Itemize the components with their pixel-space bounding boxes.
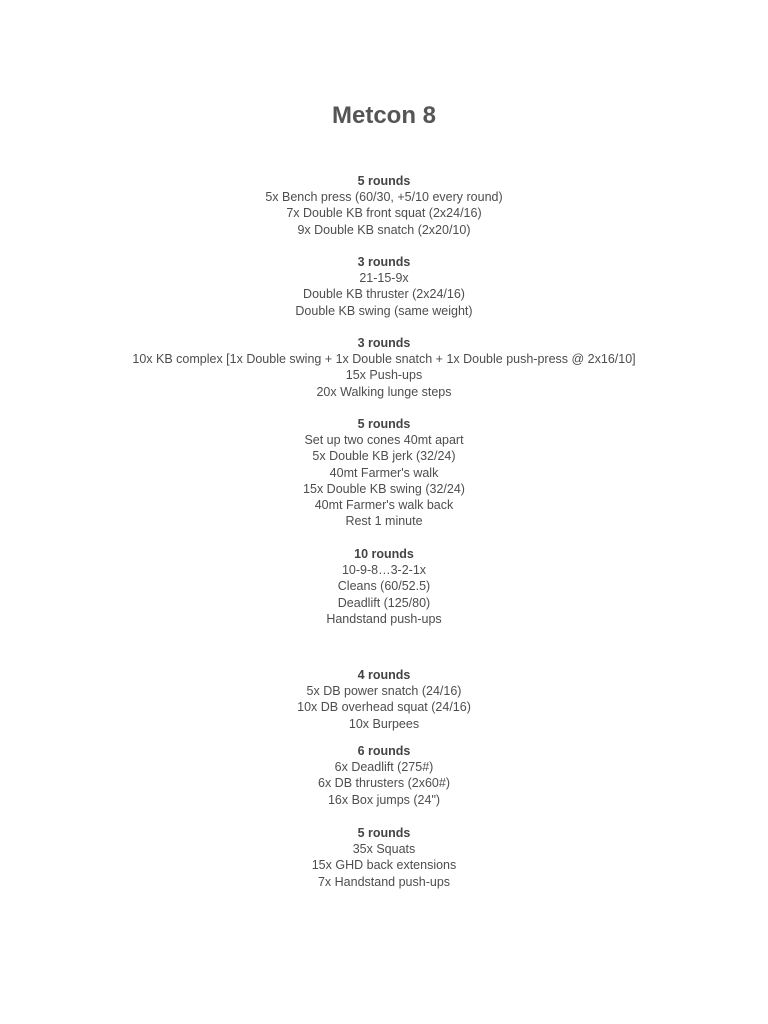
workout-line: 10-9-8…3-2-1x	[341, 563, 427, 578]
workout-line: 21-15-9x	[359, 271, 409, 286]
workout-line: 40mt Farmer's walk	[329, 465, 439, 480]
workout-line: 10x KB complex [1x Double swing + 1x Double snatch + 1x Double push-press @ 2x16/10]	[132, 352, 636, 367]
workout-heading: 4 rounds	[357, 668, 411, 682]
workout-line: 35x Squats	[352, 842, 416, 857]
workout-block	[0, 254, 768, 319]
workout-line: Cleans (60/52.5)	[337, 579, 431, 594]
workout-line: 9x Double KB snatch (2x20/10)	[297, 222, 471, 237]
workout-heading: 5 rounds	[357, 417, 411, 431]
workout-heading: 5 rounds	[357, 826, 411, 840]
workout-block	[0, 173, 768, 238]
workout-line: 6x DB thrusters (2x60#)	[318, 776, 450, 791]
workout-line: Deadlift (125/80)	[337, 595, 431, 610]
workout-line: 7x Handstand push-ups	[317, 874, 451, 889]
workout-line: 10x Burpees	[348, 716, 420, 731]
workout-heading: 6 rounds	[357, 744, 411, 758]
workout-line: 15x Double KB swing (32/24)	[303, 481, 465, 496]
workout-block	[0, 667, 768, 732]
workout-line: 15x Push-ups	[345, 368, 423, 383]
workout-line: 5x DB power snatch (24/16)	[306, 684, 462, 699]
workout-heading: 5 rounds	[357, 174, 411, 188]
workout-line: 6x Deadlift (275#)	[334, 760, 434, 775]
workout-line: Double KB swing (same weight)	[295, 303, 473, 318]
workout-line: Rest 1 minute	[345, 514, 423, 529]
workout-heading: 10 rounds	[354, 547, 414, 561]
workout-line: Double KB thruster (2x24/16)	[303, 287, 465, 302]
workout-line: Set up two cones 40mt apart	[304, 433, 464, 448]
workout-line: Handstand push-ups	[326, 611, 442, 626]
workout-block	[0, 335, 768, 400]
workout-line: 5x Double KB jerk (32/24)	[312, 449, 456, 464]
workout-line: 40mt Farmer's walk back	[314, 498, 454, 513]
workout-line: 5x Bench press (60/30, +5/10 every round)	[265, 190, 503, 205]
workout-line: 16x Box jumps (24")	[327, 792, 441, 807]
workout-heading: 3 rounds	[357, 255, 411, 269]
workout-block	[0, 825, 768, 890]
workout-line: 15x GHD back extensions	[311, 858, 457, 873]
workout-line: 20x Walking lunge steps	[316, 384, 452, 399]
workout-block	[0, 416, 768, 529]
workout-line: 7x Double KB front squat (2x24/16)	[286, 206, 482, 221]
workout-block	[0, 546, 768, 627]
workout-block	[0, 743, 768, 808]
workout-line: 10x DB overhead squat (24/16)	[297, 700, 471, 715]
workout-heading: 3 rounds	[357, 336, 411, 350]
page-title: Metcon 8	[331, 102, 436, 130]
